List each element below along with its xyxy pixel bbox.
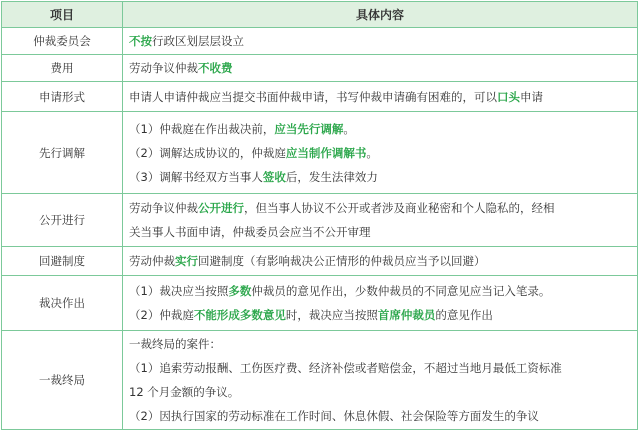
row-content: [123, 276, 638, 331]
table-row: [2, 55, 638, 82]
row-content: [123, 331, 638, 430]
content-line: [129, 404, 631, 428]
highlight-text: 实行: [175, 254, 198, 268]
content-text: 时，裁决应当按照: [285, 308, 378, 322]
row-content: [123, 28, 638, 55]
content-line: [129, 117, 631, 141]
highlight-text: 不收费: [198, 61, 233, 75]
row-content: [123, 247, 638, 276]
table-row: [2, 194, 638, 247]
highlight-text: 不能形成多数意见: [193, 308, 286, 322]
header-item: 项目: [2, 2, 123, 28]
row-label: 费用: [2, 55, 123, 82]
highlight-text: 公开进行: [198, 201, 244, 215]
content-line: [129, 220, 631, 244]
highlight-text: 应当制作调解书: [285, 145, 367, 160]
highlight-text: 签收: [262, 169, 286, 184]
content-text: （1）追索劳动报酬、工伤医疗费、经济补偿或者赔偿金，不超过当地月最低工资标准: [129, 361, 562, 375]
content-text: 仲裁员的意见作出，少数仲裁员的不同意见应当记入笔录。: [251, 284, 551, 298]
content-text: （1）仲裁庭在作出裁决前，: [129, 121, 275, 136]
content-line: [129, 165, 631, 189]
table-row: [2, 28, 638, 55]
content-line: [129, 56, 631, 80]
content-line: [129, 332, 631, 356]
row-content: [123, 82, 638, 112]
content-line: [129, 29, 631, 53]
content-text: 劳动争议仲裁: [129, 201, 198, 215]
content-line: [129, 303, 631, 327]
table-row: [2, 82, 638, 112]
highlight-text: 口头: [497, 89, 520, 104]
table-row: [2, 112, 638, 194]
highlight-text: 多数: [228, 284, 252, 298]
row-content: [123, 55, 638, 82]
content-line: [129, 141, 631, 165]
table-row: [2, 331, 638, 430]
content-text: 。: [343, 121, 355, 136]
content-text: （3）调解书经双方当事人: [129, 169, 263, 184]
content-text: 一裁终局的案件：: [129, 337, 221, 351]
content-text: 申请人申请仲裁应当提交书面仲裁申请，书写仲裁申请确有困难的，可以: [129, 89, 497, 104]
content-text: 的意见作出: [435, 308, 493, 322]
highlight-text: 应当先行调解: [274, 121, 344, 136]
row-label: 申请形式: [2, 82, 123, 112]
content-text: 关当事人书面申请，仲裁委员会应当不公开审理: [129, 225, 371, 239]
content-text: 12 个月金额的争议。: [129, 385, 240, 399]
content-text: ，但当事人协议不公开或者涉及商业秘密和个人隐私的，经相: [244, 201, 555, 215]
header-content: 具体内容: [123, 2, 638, 28]
row-label: 裁决作出: [2, 276, 123, 331]
content-line: [129, 196, 631, 220]
content-text: 劳动仲裁: [129, 254, 175, 268]
content-text: 申请: [520, 89, 543, 104]
content-text: （2）调解达成协议的，仲裁庭: [129, 145, 286, 160]
content-text: 回避制度（有影响裁决公正情形的仲裁员应当予以回避）: [198, 254, 486, 268]
row-content: [123, 194, 638, 247]
table-row: [2, 247, 638, 276]
content-text: 劳动争议仲裁: [129, 61, 198, 75]
content-line: [129, 279, 631, 303]
content-line: [129, 380, 631, 404]
highlight-text: 首席仲裁员: [377, 308, 436, 322]
content-line: [129, 249, 631, 273]
table-row: [2, 276, 638, 331]
content-text: （2）因执行国家的劳动标准在工作时间、休息休假、社会保险等方面发生的争议: [129, 409, 539, 423]
content-text: 。: [366, 145, 378, 160]
row-content: [123, 112, 638, 194]
row-label: 一裁终局: [2, 331, 123, 430]
row-label: 公开进行: [2, 194, 123, 247]
content-text: 后，发生法律效力: [285, 169, 378, 184]
row-label: 回避制度: [2, 247, 123, 276]
content-line: [129, 85, 631, 109]
row-label: 仲裁委员会: [2, 28, 123, 55]
content-text: （1）裁决应当按照: [129, 284, 229, 298]
row-label: 先行调解: [2, 112, 123, 194]
content-text: （2）仲裁庭: [129, 308, 194, 322]
content-line: [129, 356, 631, 380]
content-table: [1, 1, 638, 430]
content-text: 行政区划层层设立: [152, 34, 244, 48]
header-row: [2, 2, 638, 28]
highlight-text: 不按: [129, 34, 152, 48]
